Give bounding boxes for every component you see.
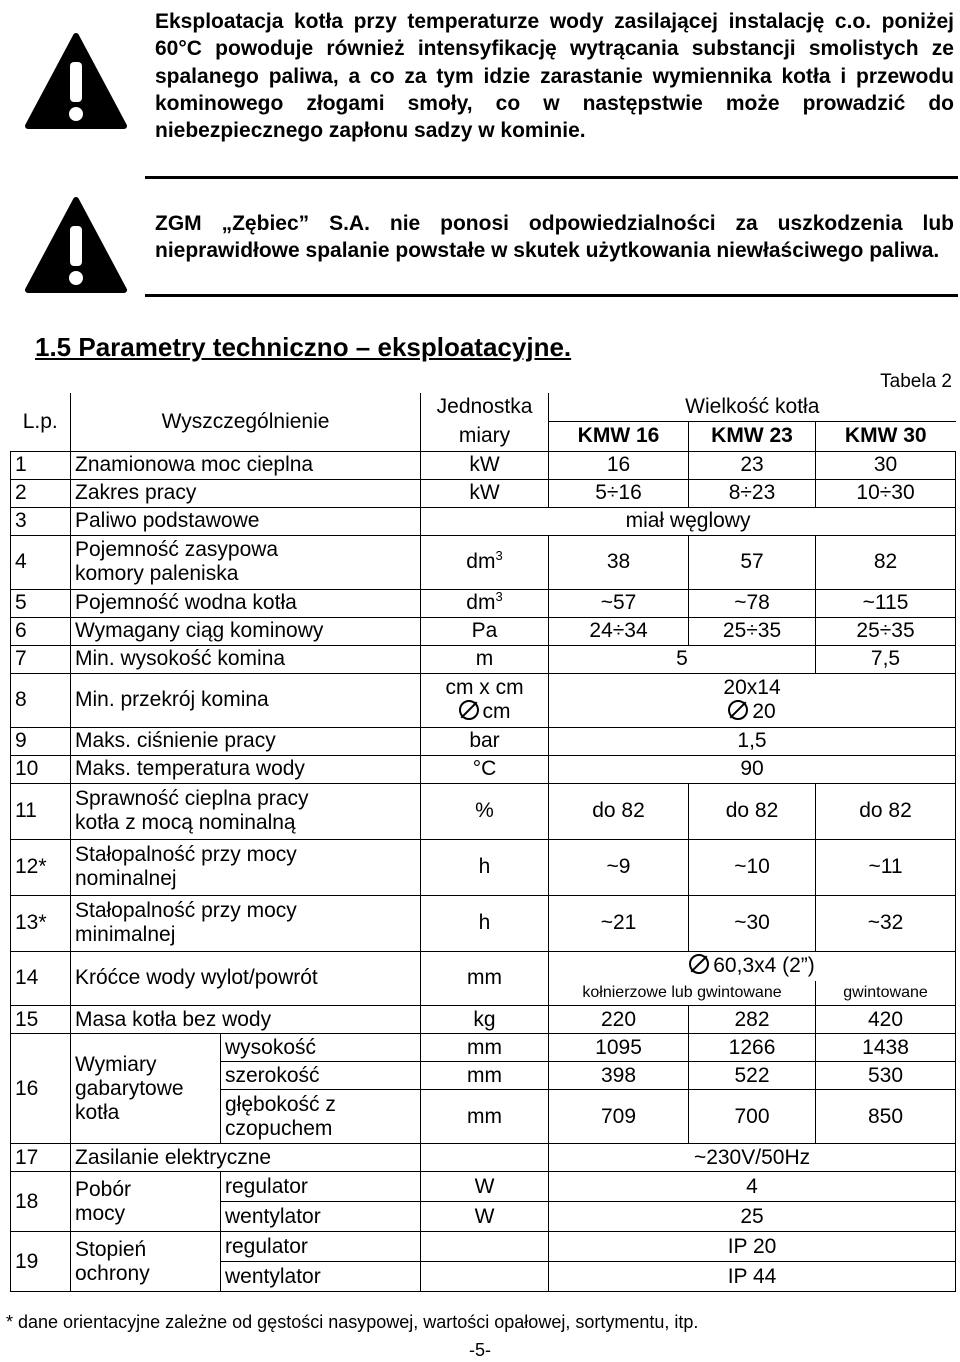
header-lp: L.p. — [11, 393, 71, 451]
table-row: 1 Znamionowa moc cieplna kW 16 23 30 — [11, 451, 956, 479]
warning-text: ZGM „Zębiec” S.A. nie ponosi odpowiedzialności za uszkodzenia lub nieprawidłowe spalanie powstałe w skutek użytkowania niewłaściwego paliwa. — [155, 212, 954, 263]
table-row: 15 Masa kotła bez wody kg 220 282 420 — [11, 1006, 956, 1034]
table-row: 4 Pojemność zasypowa komory paleniska $dm^3$ 38 57 82 — [11, 535, 956, 589]
table-row: 8 Min. przekrój komina cm x cm cm 20x14 20 — [11, 673, 956, 727]
section-heading: 1.5 Parametry techniczno – eksploatacyjne. — [35, 332, 572, 362]
technical-parameters-table: L.p. Wyszczególnienie Jednostka Wielkość kotła miary KMW 16 KMW 23 KMW 30 1 Znamionowa moc cieplna kW 16 23 30 2 Zakres pracy kW 5÷16 8÷23 10÷30 3 Paliwo podstawowe miał węglowy 4 Pojemność zasypowa komory paleniska $dm^3$ 38 57 82 5 Pojemność wodna kotła $dm^3$ ~57 ~78 ~115 6 Wymagany ciąg kominowy Pa 24÷34 25÷35 25÷35 7 Min. wysokość komina m 5 7,5 8 Min. przekrój komina cm x cm cm 20x14 20 9 Maks. ciśnienie pracy bar 1,5 10 Maks. temperatura wody °C 90 11 Sprawność cieplna pracy kotła z mocą nominalną % do 82 do 82 do 82 12* Stałopalność przy mocy nominalnej h ~9 ~10 ~11 13* Stałopalność przy mocy minimalnej h ~21 ~30 ~32 14 Króćce wody wylot/powrót mm 60,3x4 (2”) kołnierzowe lub gwintowane gwintowane 15 Masa kotła bez wody kg 220 282 420 16 Wymiary gabarytowe kotła wysokość mm 1095 1266 1438 szerokość mm 398 522 530 głębokość z czopuchem mm 709 700 850 17 Zasilanie elektryczne ~230V/50Hz 18 Pobór mocy regulator W 4 wentylator W 25 19 Stopień ochrony regulator IP 20 wentylator IP 44 — [10, 393, 956, 1292]
table-row: 16 Wymiary gabarytowe kotła wysokość mm 1095 1266 1438 — [11, 1034, 956, 1062]
warning-triangle-icon — [24, 30, 128, 134]
header-boiler-size: Wielkość kotła — [549, 393, 956, 421]
header-description: Wyszczególnienie — [71, 393, 421, 451]
warning-text: Eksploatacja kotła przy temperaturze wody zasilającej instalację c.o. poniżej 60°C powoduje również intensyfikację wytrącania substancji smolistych ze spalanego paliwa, a co za tym idzie zarastanie wymiennika kotła i przewodu kominowego złogami smoły, co w następstwie może prowadzić do niebezpiecznego zapłonu sadzy w kominie. — [155, 10, 954, 143]
table-row: 5 Pojemność wodna kotła $dm^3$ ~57 ~78 ~115 — [11, 589, 956, 617]
warning-block-fuel-temp — [10, 8, 958, 178]
table-row: 18 Pobór mocy regulator W 4 — [11, 1172, 956, 1202]
table-row: 2 Zakres pracy kW 5÷16 8÷23 10÷30 — [11, 479, 956, 507]
header-kmw16: KMW 16 — [549, 421, 689, 451]
table-reference: Tabela 2 — [880, 371, 952, 392]
table-row: 9 Maks. ciśnienie pracy bar 1,5 — [11, 727, 956, 755]
header-unit-2: miary — [421, 421, 549, 451]
diameter-icon — [728, 700, 748, 720]
table-header-row — [11, 393, 956, 421]
table-row: 11 Sprawność cieplna pracy kotła z mocą nominalną % do 82 do 82 do 82 — [11, 783, 956, 839]
table-row: 12* Stałopalność przy mocy nominalnej h ~9 ~10 ~11 — [11, 839, 956, 895]
table-row: 17 Zasilanie elektryczne ~230V/50Hz — [11, 1144, 956, 1172]
header-unit: Jednostka — [421, 393, 549, 421]
diameter-icon — [689, 954, 709, 974]
table-row: 19 Stopień ochrony regulator IP 20 — [11, 1232, 956, 1262]
table-row: 13* Stałopalność przy mocy minimalnej h ~21 ~30 ~32 — [11, 895, 956, 951]
footnote: * dane orientacyjne zależne od gęstości nasypowej, wartości opałowej, sortymentu, itp. — [6, 1312, 699, 1332]
divider — [145, 294, 958, 297]
header-kmw23: KMW 23 — [689, 421, 816, 451]
table-row: 6 Wymagany ciąg kominowy Pa 24÷34 25÷35 25÷35 — [11, 617, 956, 645]
warning-block-fuel — [10, 190, 958, 300]
diameter-icon — [459, 700, 479, 720]
header-kmw30: KMW 30 — [816, 421, 956, 451]
warning-triangle-icon — [24, 194, 128, 298]
divider — [145, 176, 958, 179]
table-row: 10 Maks. temperatura wody °C 90 — [11, 755, 956, 783]
table-row: 3 Paliwo podstawowe miał węglowy — [11, 507, 956, 535]
table-row: 14 Króćce wody wylot/powrót mm 60,3x4 (2”) — [11, 951, 956, 981]
page-number: -5- — [469, 1340, 491, 1360]
table-row: 7 Min. wysokość komina m 5 7,5 — [11, 645, 956, 673]
